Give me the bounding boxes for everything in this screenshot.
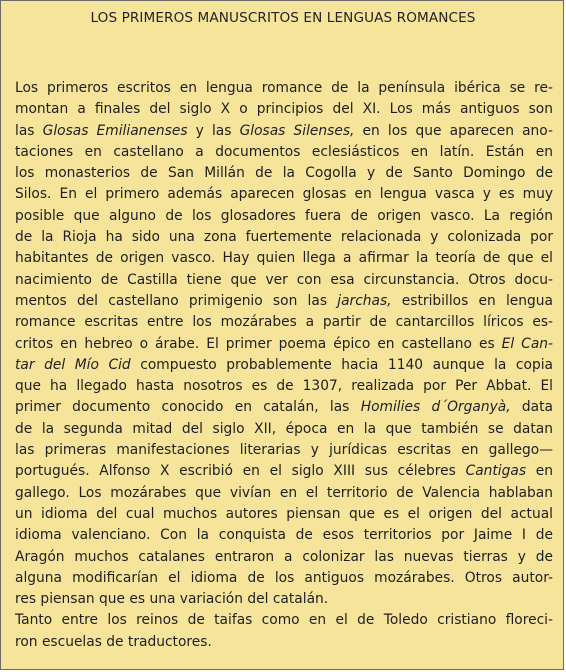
text-line (15, 248, 553, 269)
text-segment: res piensan que es una variación del catalán. (15, 591, 329, 608)
italic-title-text: Glosas Silenses, (239, 122, 355, 139)
text-line (15, 589, 553, 610)
text-segment: habitantes de origen vasco. Hay quien llega a afirmar la teoría de que el (15, 250, 553, 267)
paragraph (15, 78, 553, 610)
text-line (15, 227, 553, 248)
text-segment: mentos del castellano primigenio son las (15, 292, 338, 309)
text-line (15, 547, 553, 568)
text-line (15, 355, 553, 376)
text-line (15, 270, 553, 291)
text-segment: Aragón muchos catalanes entraron a colonizar las nuevas tierras y de (15, 548, 553, 565)
text-line (15, 99, 553, 120)
text-line (15, 78, 553, 99)
text-line (15, 632, 553, 653)
text-segment: posible que alguno de los glosadores fuera de origen vasco. La región (15, 207, 553, 224)
italic-title-text: jarchas, (337, 292, 392, 309)
text-line (15, 525, 553, 546)
text-segment: ron escuelas de traductores. (15, 633, 212, 650)
text-line (15, 184, 553, 205)
text-segment: primer documento conocido en catalán, las (15, 399, 361, 416)
text-segment: un idioma del cual muchos autores piensan que es el origen del actual (15, 505, 553, 522)
text-line (15, 121, 553, 142)
text-segment: Los primeros escritos en lengua romance de la península ibérica se re- (15, 80, 553, 96)
text-line (15, 291, 553, 312)
text-segment: las primeras manifestaciones literarias y jurídicas escritas en gallego— (15, 442, 553, 459)
text-line (15, 568, 553, 589)
italic-title-text: tar del Mío Cid (15, 356, 131, 373)
italic-title-text: El Can- (501, 335, 553, 352)
text-line (15, 610, 553, 631)
text-segment: data (510, 399, 554, 416)
text-line (15, 504, 553, 525)
text-segment: de la segunda mitad del siglo XII, época en la que también se datan (15, 420, 553, 437)
text-segment: en (526, 463, 553, 480)
text-segment: alguna modificarían el idioma de los antiguos mozárabes. Otros autor- (15, 569, 553, 586)
text-segment: idioma valenciano. Con la conquista de esos territorios por Jaime I de (15, 527, 553, 544)
text-segment: montan a finales del siglo X o principios del XI. Los más antiguos son (15, 101, 553, 118)
text-segment: los monasterios de San Millán de la Cogolla y de Santo Domingo de (15, 165, 553, 182)
text-segment: Silos. En el primero además aparecen glosas en lengua vasca y es muy (15, 186, 553, 203)
text-line (15, 419, 553, 440)
text-line (15, 312, 553, 333)
document-body (15, 78, 553, 653)
text-segment: estribillos en lengua (391, 292, 553, 309)
text-segment: compuesto probablemente hacia 1140 aunque la copia (130, 356, 553, 373)
italic-title-text: Cantigas (465, 463, 527, 480)
text-segment: taciones en castellano a documentos eclesiásticos en latín. Están en (15, 143, 553, 160)
text-segment: en los que aparecen ano- (354, 122, 553, 139)
paragraph (15, 610, 553, 653)
text-segment: nacimiento de Castilla tiene que ver con esa circunstancia. Otros docu- (15, 271, 553, 288)
text-segment: romance escritas entre los mozárabes a partir de cantarcillos líricos es- (15, 314, 553, 331)
text-segment: portugués. Alfonso X escribió en el siglo XIII sus célebres (15, 463, 466, 480)
text-segment: que ha llegado hasta nosotros es de 1307, realizada por Per Abbat. El (15, 378, 553, 395)
text-line (15, 334, 553, 355)
text-segment: las (15, 122, 43, 139)
document-title: LOS PRIMEROS MANUSCRITOS EN LENGUAS ROMANCES (90, 10, 476, 26)
text-segment: gallego. Los mozárabes que vivían en el territorio de Valencia hablaban (15, 484, 553, 501)
text-segment: critos en hebreo o árabe. El primer poema épico en castellano es (15, 335, 502, 352)
text-segment: de la Rioja ha sido una zona fuertemente relacionada y colonizada por (15, 229, 553, 246)
text-line (15, 206, 553, 227)
text-segment: Tanto entre los reinos de taifas como en el de Toledo cristiano floreci- (15, 612, 553, 629)
text-line (15, 163, 553, 184)
text-line (15, 397, 553, 418)
text-line (15, 142, 553, 163)
italic-title-text: Glosas Emilianenses (42, 122, 188, 139)
italic-title-text: Homilies d´Organyà, (360, 399, 511, 416)
text-line (15, 440, 553, 461)
text-segment: y las (187, 122, 240, 139)
text-line (15, 461, 553, 482)
text-line (15, 483, 553, 504)
text-line (15, 376, 553, 397)
